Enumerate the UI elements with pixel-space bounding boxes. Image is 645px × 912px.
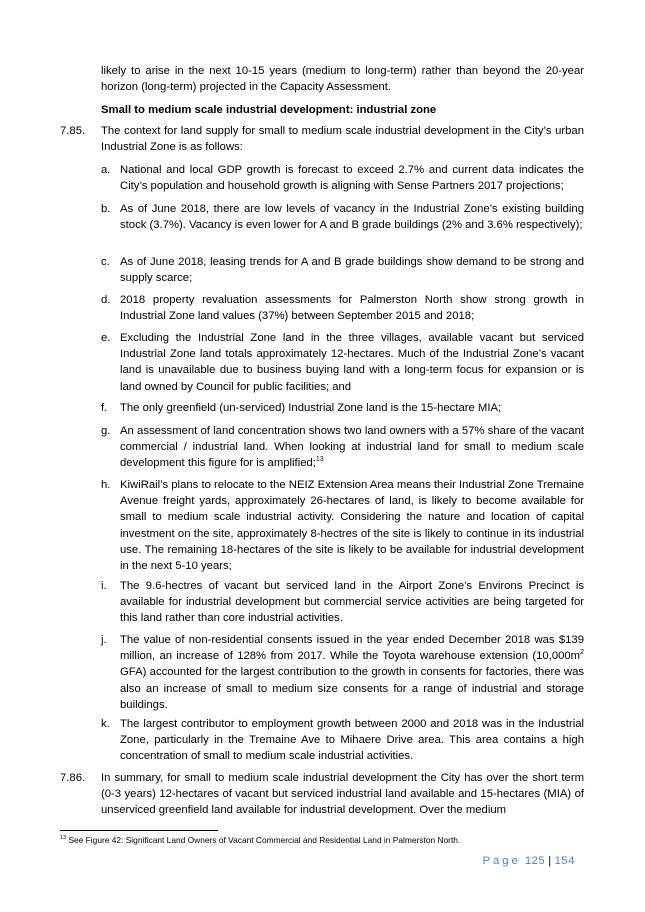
list-item-text-body: An assessment of land concentration shows two land owners with a 57% share of the vacant commercial / industrial land. When looking at industrial land for small to medium scale development this figure for is amplified; <box>120 425 584 470</box>
paragraph-number: 7.85. <box>60 125 86 137</box>
list-item-label: i. <box>101 580 107 592</box>
list-item-text: 2018 property revaluation assessments for Palmerston North show strong growth in Industrial Zone land values (37%) between September 2015 and 2018; <box>120 294 584 323</box>
paragraph-text: In summary, for small to medium scale industrial development the City has over the short term (0-3 years) 12-hectares of vacant but serviced industrial land available and 15-hectares (MIA) of unserviced greenfield land available for industrial development. Over the medium <box>101 772 584 817</box>
list-item-label: a. <box>101 164 111 176</box>
list-item-text: The largest contributor to employment growth between 2000 and 2018 was in the Industrial Zone, particularly in the Tremaine Ave to Mihaere Drive area. This area contains a high concentration of small to medium scale industrial activities. <box>120 718 584 763</box>
page-separator: | <box>548 855 552 867</box>
current-page: 125 <box>524 855 546 867</box>
paragraph-text: The context for land supply for small to medium scale industrial development in the City’s urban Industrial Zone is as follows: <box>101 125 584 154</box>
list-item-text: The only greenfield (un-serviced) Industrial Zone land is the 15-hectare MIA; <box>120 402 502 414</box>
list-item-label: c. <box>101 256 110 268</box>
list-item-text-part1: The value of non-residential consents issued in the year ended December 2018 was $139 million, an increase of 128% from 2017. While the Toyota warehouse extension (10,000m <box>120 634 584 663</box>
intro-paragraph: likely to arise in the next 10-15 years (medium to long-term) rather than beyond the 20-year horizon (long-term) projected in the Capacity Assessment. <box>101 65 584 94</box>
list-item-label: j. <box>101 634 107 646</box>
section-heading: Small to medium scale industrial development: industrial zone <box>101 104 437 116</box>
page-number <box>482 853 575 869</box>
list-item-label: e. <box>101 332 111 344</box>
list-item-text: As of June 2018, there are low levels of vacancy in the Industrial Zone’s existing building stock (3.7%). Vacancy is even lower for A and B grade buildings (2% and 3.6% respectively); <box>120 203 584 232</box>
footnote <box>60 835 584 846</box>
footnote-number: 13 <box>60 835 67 842</box>
list-item-text-part2: GFA) accounted for the largest contribution to the growth in consents for factories, there was also an increase of small to medium size consents for a range of industrial and storage buildings. <box>120 666 584 711</box>
list-item-text <box>120 632 584 713</box>
list-item-label: b. <box>101 203 111 215</box>
list-item-text: As of June 2018, leasing trends for A and B grade buildings show demand to be strong and supply scarce; <box>120 256 584 285</box>
list-item-text: National and local GDP growth is forecast to exceed 2.7% and current data indicates the City’s population and household growth is aligning with Sense Partners 2017 projections; <box>120 164 584 193</box>
paragraph-number: 7.86. <box>60 772 86 784</box>
list-item-text: The 9.6-hectres of vacant but serviced land in the Airport Zone’s Environs Precinct is available for industrial development but commercial service activities are being targeted for this land rather than core industrial activities. <box>120 580 584 625</box>
list-item-label: g. <box>101 425 111 437</box>
page-label: Page <box>482 855 521 867</box>
footnote-divider <box>60 830 218 831</box>
total-pages: 154 <box>554 855 575 867</box>
footnote-text: See Figure 42: Significant Land Owners of Vacant Commercial and Residential Land in Palmerston North. <box>66 835 461 845</box>
list-item-label: h. <box>101 479 111 491</box>
list-item-text <box>120 423 584 472</box>
list-item-text: KiwiRail’s plans to relocate to the NEIZ Extension Area means their Industrial Zone Tremaine Avenue freight yards, approximately 26-hectares of land, is likely to become available for small to medium scale industrial activity. Considering the nature and location of capital investment on the site, approximately 8-hectres of the site is likely to continue in its industrial use. The remaining 18-hectares of the site is likely to be available for industrial development in the next 5-10 years; <box>120 479 584 573</box>
list-item-label: d. <box>101 294 111 306</box>
list-item-text: Excluding the Industrial Zone land in the three villages, available vacant but serviced Industrial Zone land totals approximately 12-hectares. Much of the Industrial Zone’s vacant land is unavailable due to business buying land with a long-term focus for expansion or is land owned by Council for public facilities; and <box>120 332 584 393</box>
superscript: 2 <box>580 649 584 657</box>
list-item-label: k. <box>101 718 110 730</box>
list-item-label: f. <box>101 402 108 414</box>
footnote-reference: 13 <box>315 456 324 464</box>
